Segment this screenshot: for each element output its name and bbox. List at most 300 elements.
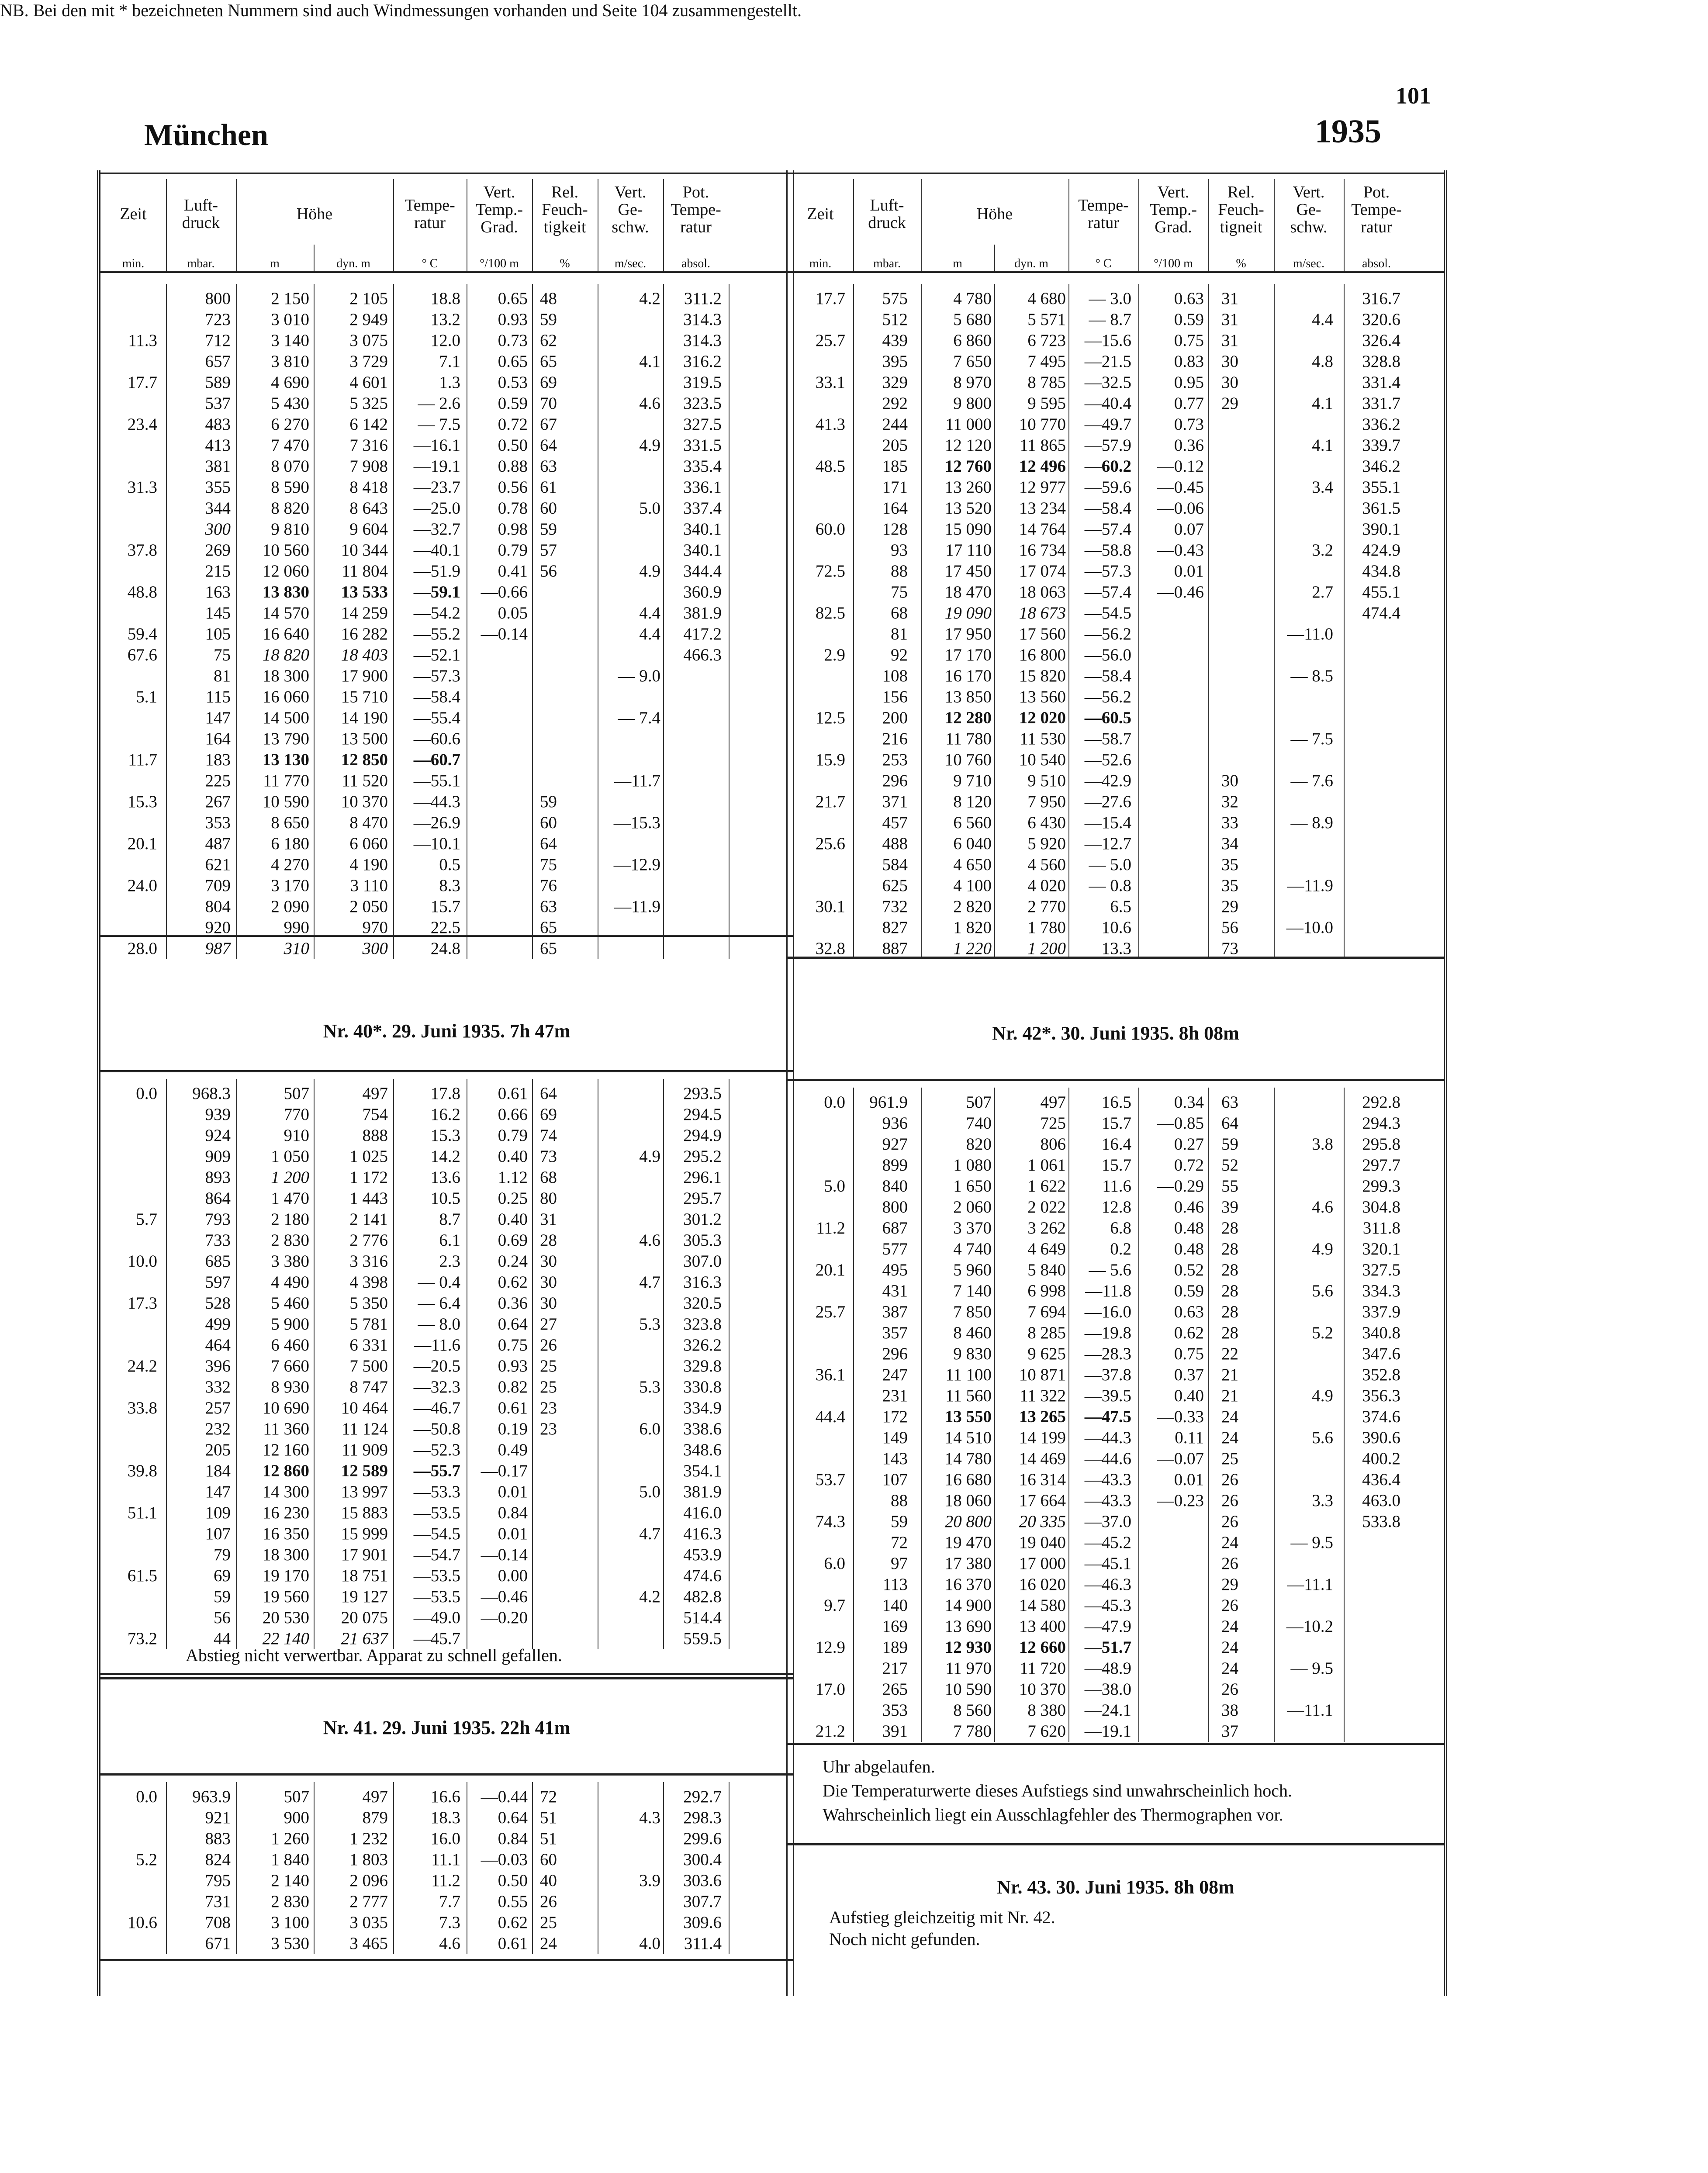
column-divider (663, 284, 664, 959)
cell-col1: 824 (205, 1850, 231, 1869)
table-row (788, 351, 1444, 372)
cell-col6: 61 (540, 478, 557, 497)
cell-col4: — 3.0 (1089, 289, 1131, 308)
cell-col6: 67 (540, 415, 557, 434)
table-row (100, 414, 793, 435)
cell-col5: —0.20 (481, 1608, 528, 1627)
table-row (100, 1503, 793, 1524)
cell-col4: 15.7 (1101, 1156, 1131, 1175)
cell-col2: 5 900 (271, 1315, 309, 1334)
cell-col4: 16.4 (1101, 1135, 1131, 1154)
cell-col2: 5 430 (271, 394, 309, 413)
cell-col5: 0.61 (498, 1084, 528, 1103)
cell-col8: 533.8 (1362, 1512, 1400, 1531)
cell-col3: 21 637 (341, 1629, 388, 1648)
cell-col0: 20.1 (127, 834, 157, 853)
cell-col4: —55.7 (413, 1461, 460, 1480)
cell-col4: —51.7 (1084, 1638, 1131, 1657)
cell-col3: 16 800 (1019, 646, 1066, 664)
table-row (100, 1104, 793, 1125)
cell-col6: 26 (1221, 1596, 1238, 1615)
cell-col3: 14 580 (1019, 1596, 1066, 1615)
cell-col6: 64 (1221, 1114, 1238, 1133)
cell-col3: 9 604 (349, 520, 388, 539)
cell-col1: 687 (882, 1219, 908, 1237)
cell-col6: 33 (1221, 813, 1238, 832)
header-divider (994, 245, 995, 271)
cell-col3: 15 710 (341, 687, 388, 706)
cell-col2: 11 770 (263, 771, 309, 790)
cell-col2: 5 960 (953, 1261, 992, 1279)
cell-col5: —0.33 (1157, 1407, 1204, 1426)
cell-col8: 297.7 (1362, 1156, 1400, 1175)
cell-col0: 74.3 (815, 1512, 845, 1531)
cell-col3: 17 560 (1019, 625, 1066, 643)
cell-col1: 968.3 (192, 1084, 231, 1103)
cell-col3: 14 259 (341, 604, 388, 622)
cell-col6: 30 (1221, 352, 1238, 371)
cell-col0: 24.2 (127, 1357, 157, 1375)
cell-col5: 0.40 (498, 1210, 528, 1229)
cell-col5: 0.01 (498, 1524, 528, 1543)
cell-col1: 215 (205, 562, 231, 580)
cell-col7: 4.4 (639, 604, 660, 622)
cell-col4: —57.4 (1084, 520, 1131, 539)
column-header-5: Rel. Feuch- tigneit (1218, 183, 1264, 236)
cell-col6: 26 (540, 1892, 557, 1911)
cell-col3: 2 770 (1027, 897, 1066, 916)
cell-col1: 827 (882, 918, 908, 937)
cell-col1: 257 (205, 1399, 231, 1417)
cell-col8: 348.6 (683, 1441, 722, 1459)
cell-col3: 6 723 (1027, 331, 1066, 350)
cell-col3: 879 (362, 1808, 388, 1827)
column-divider (853, 1088, 854, 1742)
cell-col2: 10 690 (262, 1399, 309, 1417)
cell-col7: 5.6 (1312, 1282, 1333, 1300)
table-row (788, 833, 1444, 854)
cell-col4: —59.6 (1084, 478, 1131, 497)
cell-col0: 21.2 (815, 1722, 845, 1741)
cell-col4: 13.6 (430, 1168, 460, 1187)
cell-col2: 17 950 (944, 625, 992, 643)
cell-col1: 97 (891, 1554, 908, 1573)
cell-col3: 3 075 (349, 331, 388, 350)
left-table (97, 170, 794, 1996)
cell-col8: 381.9 (683, 604, 722, 622)
cell-col4: —37.0 (1084, 1512, 1131, 1531)
cell-col3: 18 403 (341, 646, 388, 664)
cell-col4: 6.8 (1110, 1219, 1131, 1237)
cell-col2: 3 170 (271, 876, 309, 895)
cell-col5: 0.61 (498, 1934, 528, 1953)
cell-col6: 24 (1221, 1659, 1238, 1678)
cell-col7: 4.0 (639, 1934, 660, 1953)
cell-col3: 11 804 (342, 562, 388, 580)
cell-col8: 299.3 (1362, 1177, 1400, 1195)
cell-col3: 15 883 (341, 1503, 388, 1522)
cell-col2: 10 560 (262, 541, 309, 560)
cell-col2: 3 530 (271, 1934, 309, 1953)
cell-col2: 13 830 (262, 583, 309, 601)
unit-7: m/sec. (1293, 257, 1325, 270)
cell-col4: —45.1 (1084, 1554, 1131, 1573)
cell-col7: 4.1 (1312, 394, 1333, 413)
cell-col2: 7 850 (953, 1302, 992, 1321)
table-row (788, 1658, 1444, 1679)
cell-col3: 8 380 (1027, 1701, 1066, 1720)
cell-col5: 0.46 (1174, 1198, 1204, 1216)
cell-col4: —56.0 (1084, 646, 1131, 664)
cell-col3: 8 285 (1027, 1323, 1066, 1342)
table-row (100, 833, 793, 854)
table-row (100, 498, 793, 519)
cell-col1: 163 (205, 583, 231, 601)
cell-col4: —12.7 (1084, 834, 1131, 853)
cell-col1: 56 (214, 1608, 231, 1627)
table-row (788, 477, 1444, 498)
column-divider (921, 284, 922, 959)
cell-col2: 2 180 (271, 1210, 309, 1229)
column-divider (393, 1782, 394, 1954)
cell-col5: —0.14 (481, 1545, 528, 1564)
cell-col7: 5.3 (639, 1378, 660, 1396)
sounding-note: Wahrscheinlich liegt ein Ausschlagfehler des Thermographen vor. (823, 1805, 1283, 1824)
cell-col6: 30 (1221, 373, 1238, 392)
cell-col2: 990 (284, 918, 309, 937)
cell-col3: 11 909 (342, 1441, 388, 1459)
cell-col3: 806 (1040, 1135, 1066, 1154)
table-row (788, 519, 1444, 540)
cell-col0: 36.1 (815, 1365, 845, 1384)
cell-col6: 51 (540, 1808, 557, 1827)
cell-col1: 59 (214, 1587, 231, 1606)
cell-col3: 3 262 (1027, 1219, 1066, 1237)
column-divider (532, 1079, 533, 1649)
cell-col7: —11.9 (614, 897, 660, 916)
table-row (788, 1218, 1444, 1239)
cell-col8: 336.2 (1362, 415, 1400, 434)
table-row (100, 1849, 793, 1870)
cell-col1: 464 (205, 1336, 231, 1354)
cell-col0: 12.5 (815, 708, 845, 727)
cell-col6: 26 (540, 1336, 557, 1354)
cell-col5: 0.49 (498, 1441, 528, 1459)
cell-col4: 22.5 (430, 918, 460, 937)
cell-col8: 466.3 (683, 646, 722, 664)
cell-col2: 9 710 (953, 771, 992, 790)
cell-col3: 13 560 (1019, 687, 1066, 706)
cell-col4: 18.8 (430, 289, 460, 308)
cell-col4: —60.5 (1084, 708, 1131, 727)
cell-col3: 11 322 (1020, 1386, 1066, 1405)
sounding-note: Aufstieg gleichzeitig mit Nr. 42. (829, 1907, 1055, 1927)
cell-col1: 149 (882, 1428, 908, 1447)
cell-col3: 4 649 (1027, 1240, 1066, 1258)
cell-col3: 3 465 (349, 1934, 388, 1953)
cell-col3: 497 (1040, 1093, 1066, 1112)
cell-col3: 17 664 (1019, 1491, 1066, 1510)
cell-col1: 92 (891, 646, 908, 664)
cell-col2: 4 690 (271, 373, 309, 392)
cell-col3: 11 124 (342, 1420, 388, 1438)
cell-col0: 12.9 (815, 1638, 845, 1657)
table-row (100, 1807, 793, 1828)
unit-1: mbar. (187, 257, 215, 270)
cell-col4: —55.4 (413, 708, 460, 727)
cell-col2: 18 300 (262, 667, 309, 685)
cell-col7: 3.2 (1312, 541, 1333, 560)
table-row (788, 309, 1444, 330)
cell-col8: 417.2 (683, 625, 722, 643)
cell-col0: 20.1 (815, 1261, 845, 1279)
cell-col3: 10 370 (1019, 1680, 1066, 1699)
cell-col0: 33.1 (815, 373, 845, 392)
cell-col1: 371 (882, 792, 908, 811)
cell-col1: 893 (205, 1168, 231, 1187)
cell-col2: 13 690 (944, 1617, 992, 1636)
cell-col1: 75 (214, 646, 231, 664)
column-header-7: Pot. Tempe- ratur (671, 183, 721, 236)
cell-col2: 5 460 (271, 1294, 309, 1313)
cell-col4: —32.5 (1084, 373, 1131, 392)
cell-col0: 9.7 (824, 1596, 845, 1615)
cell-col1: 81 (891, 625, 908, 643)
header-divider (1344, 179, 1345, 271)
cell-col3: 8 747 (349, 1378, 388, 1396)
cell-col5: 0.93 (498, 1357, 528, 1375)
table-row (100, 561, 793, 582)
column-header (788, 179, 1444, 271)
cell-col1: 79 (214, 1545, 231, 1564)
table-row (100, 1440, 793, 1461)
cell-col3: 1 172 (349, 1168, 388, 1187)
cell-col5: 0.75 (1174, 331, 1204, 350)
cell-col7: 4.3 (639, 1808, 660, 1827)
cell-col4: —24.1 (1084, 1701, 1131, 1720)
cell-col2: 7 650 (953, 352, 992, 371)
cell-col2: 8 560 (953, 1701, 992, 1720)
cell-col4: 18.3 (430, 1808, 460, 1827)
cell-col6: 34 (1221, 834, 1238, 853)
column-divider (1068, 284, 1069, 959)
cell-col5: 0.62 (498, 1913, 528, 1932)
cell-col4: —45.2 (1084, 1533, 1131, 1552)
cell-col4: —55.1 (413, 771, 460, 790)
table-row (788, 1700, 1444, 1721)
cell-col3: 11 865 (1020, 436, 1066, 455)
cell-col2: 14 500 (262, 708, 309, 727)
cell-col6: 37 (1221, 1722, 1238, 1741)
unit-6: % (560, 257, 570, 270)
cell-col1: 200 (882, 708, 908, 727)
cell-col4: 14.2 (430, 1147, 460, 1166)
cell-col3: 1 232 (349, 1829, 388, 1848)
table-row (788, 603, 1444, 624)
table-row (788, 1344, 1444, 1365)
cell-col2: 10 590 (262, 792, 309, 811)
table-row (788, 1176, 1444, 1197)
cell-col1: 512 (882, 310, 908, 329)
cell-col3: 300 (362, 939, 388, 958)
column-header-4: Vert. Temp.- Grad. (475, 183, 523, 236)
cell-col6: 64 (540, 1084, 557, 1103)
cell-col3: 14 764 (1019, 520, 1066, 539)
cell-col1: 108 (882, 667, 908, 685)
cell-col4: 7.7 (439, 1892, 460, 1911)
column-divider (1274, 284, 1275, 959)
cell-col1: 708 (205, 1913, 231, 1932)
cell-col7: —10.0 (1286, 918, 1333, 937)
cell-col5: 0.01 (1174, 562, 1204, 580)
cell-col7: 2.7 (1312, 583, 1333, 601)
cell-col5: —0.14 (481, 625, 528, 643)
cell-col4: 6.5 (1110, 897, 1131, 916)
cell-col8: 304.8 (1362, 1198, 1400, 1216)
cell-col3: 2 096 (349, 1871, 388, 1890)
cell-col4: —11.8 (1085, 1282, 1131, 1300)
cell-col3: 13 533 (341, 583, 388, 601)
cell-col5: —0.29 (1157, 1177, 1204, 1195)
cell-col6: 29 (1221, 1575, 1238, 1594)
column-divider (729, 284, 730, 959)
cell-col2: 12 860 (262, 1461, 309, 1480)
cell-col4: 15.3 (430, 1126, 460, 1145)
cell-col1: 589 (205, 373, 231, 392)
cell-col2: 3 380 (271, 1252, 309, 1271)
cell-col2: 2 090 (271, 897, 309, 916)
cell-col0: 67.6 (127, 646, 157, 664)
table-row (788, 1574, 1444, 1595)
cell-col3: 2 776 (349, 1231, 388, 1250)
cell-col0: 0.0 (136, 1787, 157, 1806)
table-row (788, 666, 1444, 687)
cell-col5: 0.36 (498, 1294, 528, 1313)
table-row (788, 917, 1444, 938)
cell-col5: 0.66 (498, 1105, 528, 1124)
cell-col4: —52.6 (1084, 750, 1131, 769)
cell-col4: —28.3 (1084, 1344, 1131, 1363)
cell-col3: 3 110 (350, 876, 388, 895)
table-row (100, 1356, 793, 1377)
cell-col1: 355 (205, 478, 231, 497)
table-row (100, 1586, 793, 1607)
column-divider (921, 1088, 922, 1742)
cell-col8: 416.0 (683, 1503, 722, 1522)
cell-col4: —40.1 (413, 541, 460, 560)
unit-8: absol. (1362, 257, 1391, 270)
cell-col3: 1 443 (349, 1189, 388, 1208)
column-header-6: Vert. Ge- schw. (612, 183, 649, 236)
cell-col1: 939 (205, 1105, 231, 1124)
cell-col0: 11.7 (128, 750, 157, 769)
cell-col3: 13 997 (341, 1482, 388, 1501)
cell-col4: — 8.7 (1089, 310, 1131, 329)
cell-col2: 4 490 (271, 1273, 309, 1292)
cell-col3: 2 949 (349, 310, 388, 329)
unit-2: m (953, 257, 962, 270)
cell-col3: 1 200 (1027, 939, 1066, 958)
header-divider (1138, 179, 1139, 271)
cell-col6: 31 (540, 1210, 557, 1229)
cell-col7: 4.7 (639, 1524, 660, 1543)
table-row (100, 770, 793, 791)
cell-col1: 353 (882, 1701, 908, 1720)
cell-col5: 0.75 (498, 1336, 528, 1354)
cell-col6: 23 (540, 1420, 557, 1438)
cell-col4: —32.7 (413, 520, 460, 539)
column-divider (1068, 1088, 1069, 1742)
column-header-5: Rel. Feuch- tigkeit (542, 183, 588, 236)
column-header-3: Tempe- ratur (1078, 196, 1129, 232)
cell-col4: —53.5 (413, 1566, 460, 1585)
cell-col1: 621 (205, 855, 231, 874)
cell-col3: 6 998 (1027, 1282, 1066, 1300)
cell-col6: 64 (540, 436, 557, 455)
cell-col3: 3 316 (349, 1252, 388, 1271)
cell-col7: — 9.5 (1290, 1533, 1333, 1552)
cell-col5: 0.72 (1174, 1156, 1204, 1175)
cell-col5: 0.77 (1174, 394, 1204, 413)
cell-col1: 231 (882, 1386, 908, 1405)
cell-col6: 24 (1221, 1428, 1238, 1447)
cell-col4: 13.3 (1101, 939, 1131, 958)
cell-col2: 16 640 (262, 625, 309, 643)
cell-col3: 5 920 (1027, 834, 1066, 853)
cell-col7: —10.2 (1286, 1617, 1333, 1636)
cell-col3: 12 020 (1019, 708, 1066, 727)
cell-col1: 685 (205, 1252, 231, 1271)
table-row (100, 875, 793, 896)
cell-col7: 4.2 (639, 1587, 660, 1606)
sounding-note: Noch nicht gefunden. (829, 1929, 980, 1949)
column-divider (236, 1782, 237, 1954)
cell-col6: 57 (540, 541, 557, 560)
cell-col6: 69 (540, 373, 557, 392)
cell-col4: 16.6 (430, 1787, 460, 1806)
cell-col1: 185 (882, 457, 908, 476)
cell-col4: — 6.4 (418, 1294, 460, 1313)
cell-col1: 495 (882, 1261, 908, 1279)
cell-col0: 60.0 (815, 520, 845, 539)
cell-col2: 4 780 (953, 289, 992, 308)
cell-col2: 8 650 (271, 813, 309, 832)
cell-col0: 6.0 (824, 1554, 845, 1573)
cell-col2: 17 110 (945, 541, 992, 560)
cell-col5: —0.85 (1157, 1114, 1204, 1133)
table-row (788, 1679, 1444, 1700)
cell-col1: 189 (882, 1638, 908, 1657)
cell-col2: 8 070 (271, 457, 309, 476)
header-divider (236, 179, 237, 271)
cell-col5: —0.07 (1157, 1449, 1204, 1468)
cell-col4: 1.3 (439, 373, 460, 392)
cell-col2: 1 840 (271, 1850, 309, 1869)
cell-col6: 65 (540, 939, 557, 958)
cell-col6: 56 (540, 562, 557, 580)
cell-col5: 0.62 (498, 1273, 528, 1292)
cell-col6: 68 (540, 1168, 557, 1187)
cell-col1: 625 (882, 876, 908, 895)
cell-col7: 4.6 (639, 1231, 660, 1250)
cell-col2: 16 170 (944, 667, 992, 685)
cell-col6: 65 (540, 918, 557, 937)
cell-col1: 800 (205, 289, 231, 308)
cell-col3: 5 781 (349, 1315, 388, 1334)
cell-col6: 25 (540, 1378, 557, 1396)
cell-col0: 5.7 (136, 1210, 157, 1229)
cell-col6: 30 (540, 1273, 557, 1292)
